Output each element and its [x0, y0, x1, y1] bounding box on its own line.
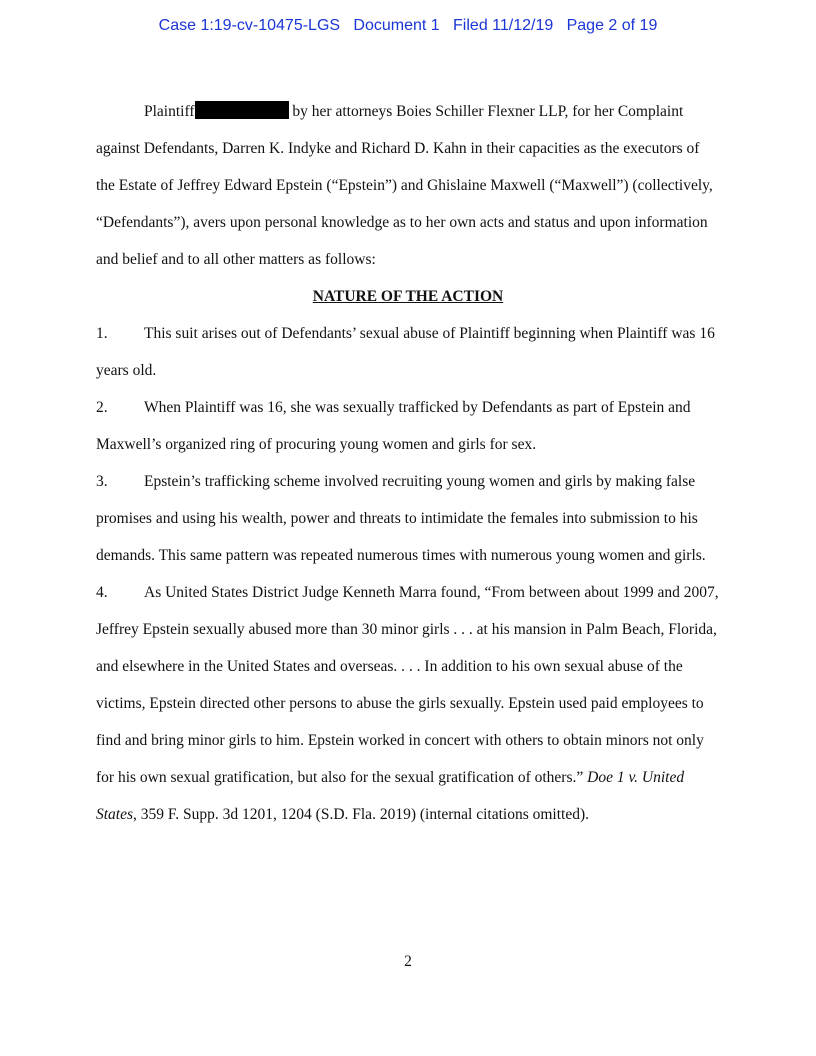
citation-text: , 359 F. Supp. 3d 1201, 1204 (S.D. Fla. 2019) (internal citations omitted). [133, 806, 590, 823]
numbered-paragraph-4 [96, 574, 720, 833]
court-filing-header [0, 17, 816, 35]
page-of-total: Page 2 of 19 [566, 17, 658, 34]
paragraph-number: 2. [96, 399, 108, 416]
numbered-paragraph-3 [96, 463, 720, 574]
case-number: Case 1:19-cv-10475-LGS [158, 17, 341, 34]
section-heading: NATURE OF THE ACTION [312, 288, 504, 305]
paragraph-number: 4. [96, 584, 108, 601]
filed-date: Filed 11/12/19 [453, 17, 554, 34]
paragraph-number: 1. [96, 325, 108, 342]
intro-paragraph [96, 93, 720, 278]
paragraph-text: Epstein’s trafficking scheme involved recruiting young women and girls by making false promises and using his wealth, power and threats to intimidate the females into submission to his demands. This same pattern was repeated numerous times with numerous young women and girls. [96, 473, 706, 564]
numbered-paragraph-1 [96, 315, 720, 389]
document-body [96, 93, 720, 833]
page-number: 2 [404, 953, 412, 970]
paragraph-number: 3. [96, 473, 108, 490]
document-number: Document 1 [353, 17, 440, 34]
paragraph-text: As United States District Judge Kenneth Marra found, “From between about 1999 and 2007, Jeffrey Epstein sexually abused more than 30 minor girls . . . at his mansion in Palm Beach, Florida, and elsewhere in the United States and overseas. . . . In addition to his own sexual abuse of the victims, Epstein directed other persons to abuse the girls sexually. Epstein used paid employees to find and bring minor girls to him. Epstein worked in concert with others to obtain minors not only for his own sexual gratification, but also for the sexual gratification of others.” [96, 584, 719, 786]
paragraph-text: This suit arises out of Defendants’ sexual abuse of Plaintiff beginning when Plaintiff was 16 years old. [96, 325, 715, 379]
case-citation-name: Doe 1 v. United States [96, 769, 685, 823]
paragraph-text: When Plaintiff was 16, she was sexually trafficked by Defendants as part of Epstein and Maxwell’s organized ring of procuring young women and girls for sex. [96, 399, 691, 453]
intro-lead: Plaintiff [144, 103, 195, 120]
numbered-paragraph-2 [96, 389, 720, 463]
intro-text: by her attorneys Boies Schiller Flexner LLP, for her Complaint against Defendants, Darren K. Indyke and Richard D. Kahn in their capacities as the executors of the Estate of Jeffrey Edward Epstein (“Epstein”) and Ghislaine Maxwell (“Maxwell”) (collectively, “Defendants”), avers upon personal knowledge as to her own acts and status and upon information and belief and to all other matters as follows: [96, 103, 713, 268]
redaction-bar [195, 101, 289, 119]
